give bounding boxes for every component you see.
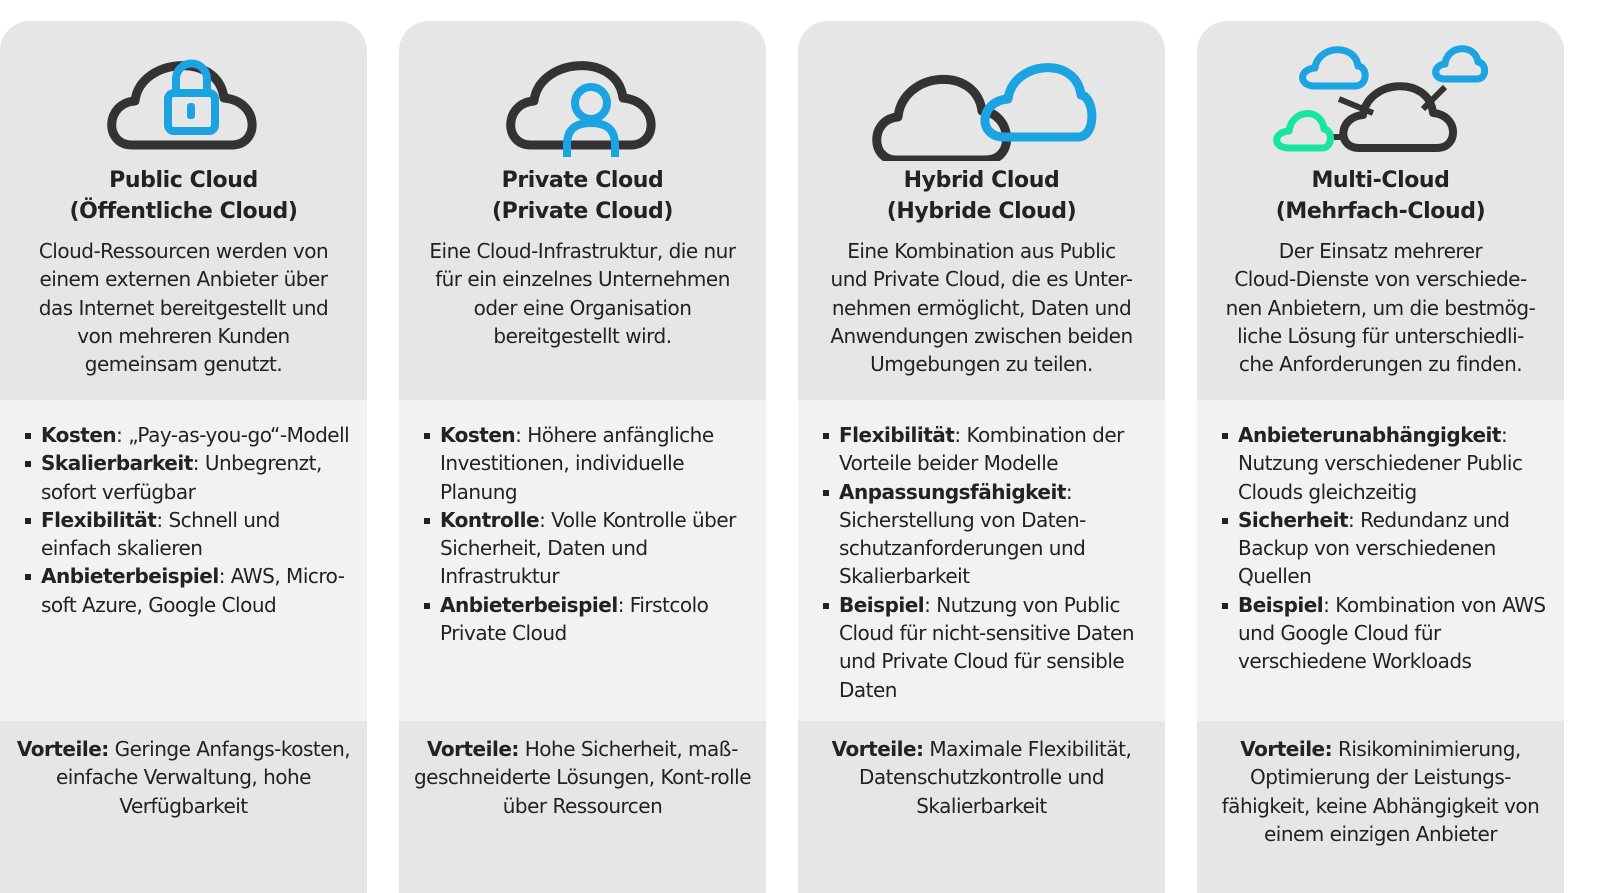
card-title: Public Cloud (Öffentliche Cloud) (69, 168, 298, 224)
feature-item: Anpassungsfähigkeit: Sicherstellung von Daten-schutzanforderungen und Skalierbarkeit (818, 478, 1153, 591)
card-public-cloud (0, 21, 367, 893)
feature-list (818, 421, 1153, 704)
cloud-user-icon (399, 21, 766, 161)
card-description: Eine Kombination aus Public und Private Cloud, die es Unter- nehmen ermöglicht, Daten und Anwendungen zwischen beiden Umgebungen zu teilen. (830, 239, 1133, 377)
feature-list (20, 421, 355, 619)
feature-item: Sicherheit: Redundanz und Backup von verschiedenen Quellen (1217, 506, 1552, 591)
advantages-text: Vorteile: Risikominimierung, Optimierung der Leistungs-fähigkeit, keine Abhängigkeit von einem einzigen Anbieter (1221, 737, 1540, 846)
feature-item: Skalierbarkeit: Unbegrenzt, sofort verfügbar (20, 449, 355, 506)
feature-item: Anbieterbeispiel: Firstcolo Private Cloud (419, 591, 754, 648)
cloud-lock-icon (0, 21, 367, 161)
feature-item: Beispiel: Kombination von AWS und Google Cloud für verschiedene Workloads (1217, 591, 1552, 676)
card-hybrid-cloud (798, 21, 1165, 893)
advantages-text: Vorteile: Hohe Sicherheit, maß-geschneiderte Lösungen, Kont-rolle über Ressourcen (413, 737, 752, 818)
advantages-text: Vorteile: Maximale Flexibilität, Datenschutzkontrolle und Skalierbarkeit (831, 737, 1132, 818)
card-description: Der Einsatz mehrerer Cloud-Dienste von verschiede- nen Anbietern, um die bestmög- liche Lösung für unterschiedli- che Anforderungen zu finden. (1225, 239, 1536, 377)
advantages-text: Vorteile: Geringe Anfangs-kosten, einfache Verwaltung, hohe Verfügbarkeit (16, 737, 351, 818)
feature-list (1217, 421, 1552, 676)
feature-item: Flexibilität: Schnell und einfach skalieren (20, 506, 355, 563)
card-private-cloud (399, 21, 766, 893)
card-title: Multi-Cloud (Mehrfach-Cloud) (1275, 168, 1486, 224)
multi-cloud-network-icon (1197, 21, 1564, 161)
card-description: Cloud-Ressourcen werden von einem externen Anbieter über das Internet bereitgestellt und von mehreren Kunden gemeinsam genutzt. (38, 239, 329, 377)
feature-item: Kosten: Höhere anfängliche Investitionen, individuelle Planung (419, 421, 754, 506)
feature-item: Anbieterbeispiel: AWS, Micro-soft Azure, Google Cloud (20, 562, 355, 619)
feature-item: Kosten: „Pay-as-you-go“-Modell (20, 421, 355, 449)
feature-item: Beispiel: Nutzung von Public Cloud für nicht-sensitive Daten und Private Cloud für sensible Daten (818, 591, 1153, 704)
card-title: Hybrid Cloud (Hybride Cloud) (886, 168, 1077, 224)
card-multi-cloud (1197, 21, 1564, 893)
feature-item: Flexibilität: Kombination der Vorteile beider Modelle (818, 421, 1153, 478)
card-description: Eine Cloud-Infrastruktur, die nur für ein einzelnes Unternehmen oder eine Organisation bereitgestellt wird. (429, 239, 736, 348)
card-title: Private Cloud (Private Cloud) (491, 168, 674, 224)
feature-item: Kontrolle: Volle Kontrolle über Sicherheit, Daten und Infrastruktur (419, 506, 754, 591)
hybrid-clouds-icon (798, 21, 1165, 161)
feature-list (419, 421, 754, 647)
feature-item: Anbieterunabhängigkeit: Nutzung verschiedener Public Clouds gleichzeitig (1217, 421, 1552, 506)
